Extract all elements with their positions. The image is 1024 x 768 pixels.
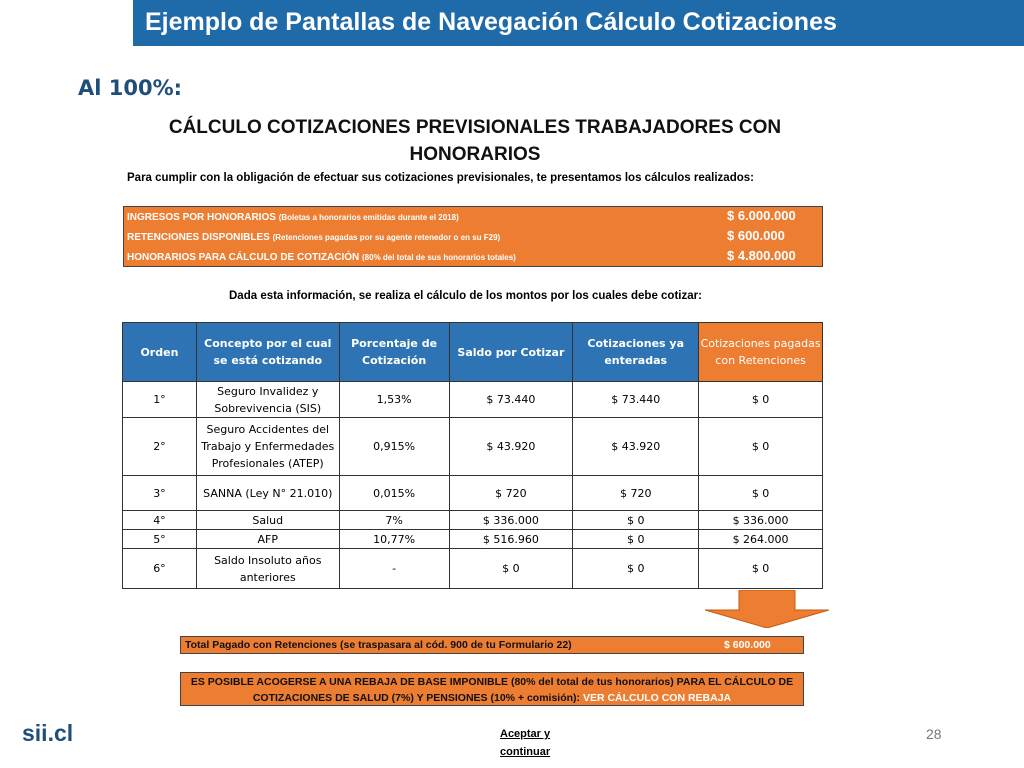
- income-note: (Boletas a honorarios emitidas durante el 2018): [278, 213, 459, 222]
- cell: $ 43.920: [573, 418, 699, 476]
- cell: 1°: [123, 382, 197, 418]
- cell: $ 43.920: [449, 418, 573, 476]
- income-label: INGRESOS POR HONORARIOS: [127, 212, 276, 223]
- cell: Seguro Invalidez y Sobrevivencia (SIS): [196, 382, 339, 418]
- cell: $ 0: [699, 549, 823, 589]
- table-row: [123, 418, 823, 476]
- cell: $ 0: [699, 382, 823, 418]
- table-row: [123, 549, 823, 589]
- cell: $ 516.960: [449, 530, 573, 549]
- cell: 0,015%: [339, 476, 449, 511]
- total-amount: $ 600.000: [724, 639, 771, 651]
- cell: 7%: [339, 511, 449, 530]
- table-row: [123, 511, 823, 530]
- cell: $ 264.000: [699, 530, 823, 549]
- income-amount: $ 6.000.000: [727, 208, 796, 223]
- cell: $ 0: [699, 476, 823, 511]
- cell: -: [339, 549, 449, 589]
- income-label: HONORARIOS PARA CÁLCULO DE COTIZACIÓN: [127, 252, 360, 263]
- table-row: [123, 530, 823, 549]
- header-saldo: Saldo por Cotizar: [449, 323, 573, 382]
- header-orden: Orden: [123, 323, 197, 382]
- header-enteradas: Cotizaciones ya enteradas: [573, 323, 699, 382]
- cell: $ 720: [449, 476, 573, 511]
- cell: 0,915%: [339, 418, 449, 476]
- info-text: Dada esta información, se realiza el cálculo de los montos por los cuales debe cotizar:: [229, 290, 702, 302]
- sii-logo: sii.cl: [22, 720, 74, 746]
- cell: $ 0: [573, 530, 699, 549]
- cell: $ 73.440: [449, 382, 573, 418]
- cell: 3°: [123, 476, 197, 511]
- cell: AFP: [196, 530, 339, 549]
- header-concepto: Concepto por el cual se está cotizando: [196, 323, 339, 382]
- income-note: (80% del total de sus honorarios totales): [362, 253, 516, 262]
- page-number: 28: [926, 726, 942, 742]
- table-row: [123, 476, 823, 511]
- cell: Saldo Insoluto años anteriores: [196, 549, 339, 589]
- form-title-line1: CÁLCULO COTIZACIONES PREVISIONALES TRABAJADORES CON: [168, 117, 782, 138]
- cell: 10,77%: [339, 530, 449, 549]
- income-amount: $ 4.800.000: [727, 248, 796, 263]
- accept-continue-button[interactable]: [500, 725, 550, 761]
- header-porcentaje: Porcentaje de Cotización: [339, 323, 449, 382]
- cell: Seguro Accidentes del Trabajo y Enfermedades Profesionales (ATEP): [196, 418, 339, 476]
- cell: 4°: [123, 511, 197, 530]
- down-arrow-icon: [705, 590, 829, 628]
- form-title-line2: HONORARIOS: [409, 144, 541, 165]
- cell: $ 720: [573, 476, 699, 511]
- accept-line1: Aceptar y: [500, 728, 551, 740]
- table-header-row: [123, 323, 823, 382]
- rebaja-box: [180, 672, 804, 706]
- header-retenciones: Cotizaciones pagadas con Retenciones: [699, 323, 823, 382]
- income-row: [127, 227, 821, 247]
- cell: $ 0: [573, 549, 699, 589]
- accept-line2: continuar: [500, 746, 551, 758]
- cell: $ 336.000: [699, 511, 823, 530]
- cell: SANNA (Ley N° 21.010): [196, 476, 339, 511]
- income-amount: $ 600.000: [727, 228, 785, 243]
- rebaja-text: ES POSIBLE ACOGERSE A UNA REBAJA DE BASE IMPONIBLE (80% del total de tus honorarios) PARA EL CÁLCULO DE COTIZACIONES DE SALUD (7%) Y PENSIONES (10% + comisión):: [190, 676, 794, 704]
- total-label: Total Pagado con Retenciones (se traspasara al cód. 900 de tu Formulario 22): [185, 639, 572, 651]
- form-title: [150, 114, 800, 168]
- cell: 5°: [123, 530, 197, 549]
- slide-subtitle: Al 100%:: [78, 76, 183, 100]
- cotizaciones-table: [122, 322, 823, 589]
- cell: 6°: [123, 549, 197, 589]
- ver-calculo-rebaja-link[interactable]: VER CÁLCULO CON REBAJA: [582, 692, 732, 704]
- income-label: RETENCIONES DISPONIBLES: [127, 232, 270, 243]
- cell: Salud: [196, 511, 339, 530]
- cell: 1,53%: [339, 382, 449, 418]
- cell: 2°: [123, 418, 197, 476]
- total-retenciones-box: [180, 636, 804, 654]
- cell: $ 73.440: [573, 382, 699, 418]
- cell: $ 0: [449, 549, 573, 589]
- income-row: [127, 207, 821, 227]
- income-note: (Retenciones pagadas por su agente retenedor o en su F29): [272, 233, 501, 242]
- intro-text: Para cumplir con la obligación de efectuar sus cotizaciones previsionales, te presentamos los cálculos realizados:: [127, 172, 754, 184]
- slide-title: Ejemplo de Pantallas de Navegación Cálculo Cotizaciones: [133, 0, 1024, 46]
- cell: $ 336.000: [449, 511, 573, 530]
- table-row: [123, 382, 823, 418]
- income-summary-box: [123, 206, 823, 267]
- cell: $ 0: [699, 418, 823, 476]
- cell: $ 0: [573, 511, 699, 530]
- income-row: [127, 247, 821, 267]
